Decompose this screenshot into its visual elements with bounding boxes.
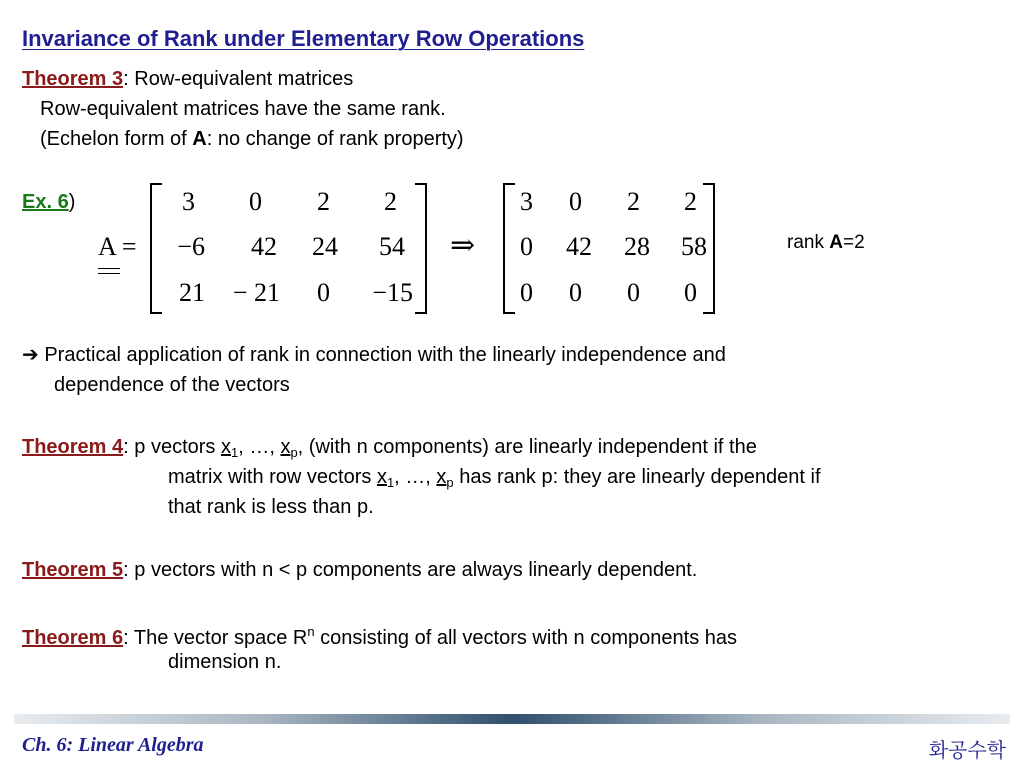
matrix-b-cell: 0 — [520, 278, 533, 307]
rank-pre: rank — [787, 232, 830, 253]
matrix-b-cell: 0 — [627, 278, 640, 307]
theorem3-label: Theorem 3 — [22, 68, 124, 90]
matrix-b-cell: 0 — [569, 278, 582, 307]
matrix-a-cell: 42 — [251, 232, 277, 261]
theorem3-line2 — [40, 124, 464, 154]
lhs-underline-1 — [98, 268, 120, 269]
theorem3-line2-bold: A — [192, 128, 207, 150]
rank-bold: A — [829, 232, 843, 253]
matrix-a-cell: 3 — [182, 187, 195, 216]
matrix-b-cell: 2 — [684, 187, 697, 216]
theorem4-p2: , (with n components) are linearly independent if the — [297, 436, 757, 458]
theorem6-line1 — [22, 617, 737, 653]
application-line2: dependence of the vectors — [54, 374, 290, 396]
example-heading — [22, 187, 75, 217]
matrix-a-cell: 0 — [317, 278, 330, 307]
matrix-lhs: A = — [98, 232, 137, 261]
theorem6-line2: dimension n. — [168, 651, 282, 673]
lhs-underline-2 — [98, 273, 120, 274]
matrix-b-cell: 3 — [520, 187, 533, 216]
matrix-a-right-bracket — [415, 183, 427, 314]
theorem3-line2-post: : no change of rank property) — [206, 128, 464, 150]
matrix-a-cell: −6 — [177, 232, 205, 261]
theorem4-l2-post: has rank p: they are linearly dependent if — [453, 466, 821, 488]
matrix-b-cell: 0 — [569, 187, 582, 216]
rank-result — [787, 232, 865, 254]
example-label: Ex. 6 — [22, 191, 69, 213]
implies-arrow: ⇒ — [450, 229, 476, 262]
footer-chapter: Ch. 6: Linear Algebra — [22, 734, 204, 756]
matrix-a-cell: 21 — [179, 278, 205, 307]
theorem3-heading — [22, 64, 353, 94]
subscript: p — [290, 445, 298, 460]
theorem6-pre: : The vector space R — [123, 627, 308, 649]
vector-x: x — [376, 466, 387, 488]
matrix-a-cell: 24 — [312, 232, 338, 261]
matrix-a-cell: 54 — [379, 232, 405, 261]
footer-divider — [14, 714, 1010, 724]
footer-course: 화공수학 — [928, 738, 1006, 762]
matrix-b-cell: 28 — [624, 232, 650, 261]
ellipsis: , …, — [238, 436, 281, 458]
example-suffix: ) — [68, 191, 76, 213]
application-line1: ➔ Practical application of rank in connection with the linearly independence and — [22, 344, 726, 366]
theorem3-heading-text: : Row-equivalent matrices — [123, 68, 354, 90]
theorem4-p1: : p vectors — [123, 436, 221, 458]
matrix-b-cell: 2 — [627, 187, 640, 216]
subscript: 1 — [386, 475, 395, 490]
subscript: 1 — [230, 445, 239, 460]
matrix-b-cell: 58 — [681, 232, 707, 261]
theorem6-label: Theorem 6 — [22, 627, 124, 649]
matrix-a-cell: −15 — [372, 278, 413, 307]
matrix-b-cell: 0 — [684, 278, 697, 307]
theorem5-label: Theorem 5 — [22, 559, 124, 581]
vector-x: x — [436, 466, 447, 488]
theorem4-l2-pre: matrix with row vectors — [168, 466, 377, 488]
superscript: n — [307, 624, 315, 639]
theorem6-post: consisting of all vectors with n components has — [314, 627, 737, 649]
theorem4-line3: that rank is less than p. — [168, 496, 374, 518]
theorem4-label: Theorem 4 — [22, 436, 124, 458]
theorem3-line1: Row-equivalent matrices have the same rank. — [40, 98, 446, 120]
ellipsis: , …, — [394, 466, 437, 488]
slide-title: Invariance of Rank under Elementary Row Operations — [22, 26, 585, 51]
matrix-a-cell: − 21 — [232, 278, 280, 307]
vector-x: x — [220, 436, 231, 458]
theorem5-text: : p vectors with n < p components are always linearly dependent. — [123, 559, 698, 581]
matrix-b-cell: 42 — [566, 232, 592, 261]
theorem5-line — [22, 555, 697, 585]
matrix-a-cell: 2 — [384, 187, 397, 216]
subscript: p — [446, 475, 454, 490]
matrix-a-cell: 2 — [317, 187, 330, 216]
matrix-a-cell: 0 — [249, 187, 262, 216]
vector-x: x — [280, 436, 291, 458]
rank-post: =2 — [842, 232, 865, 253]
theorem3-line2-pre: (Echelon form of — [40, 128, 193, 150]
matrix-b-cell: 0 — [520, 232, 533, 261]
